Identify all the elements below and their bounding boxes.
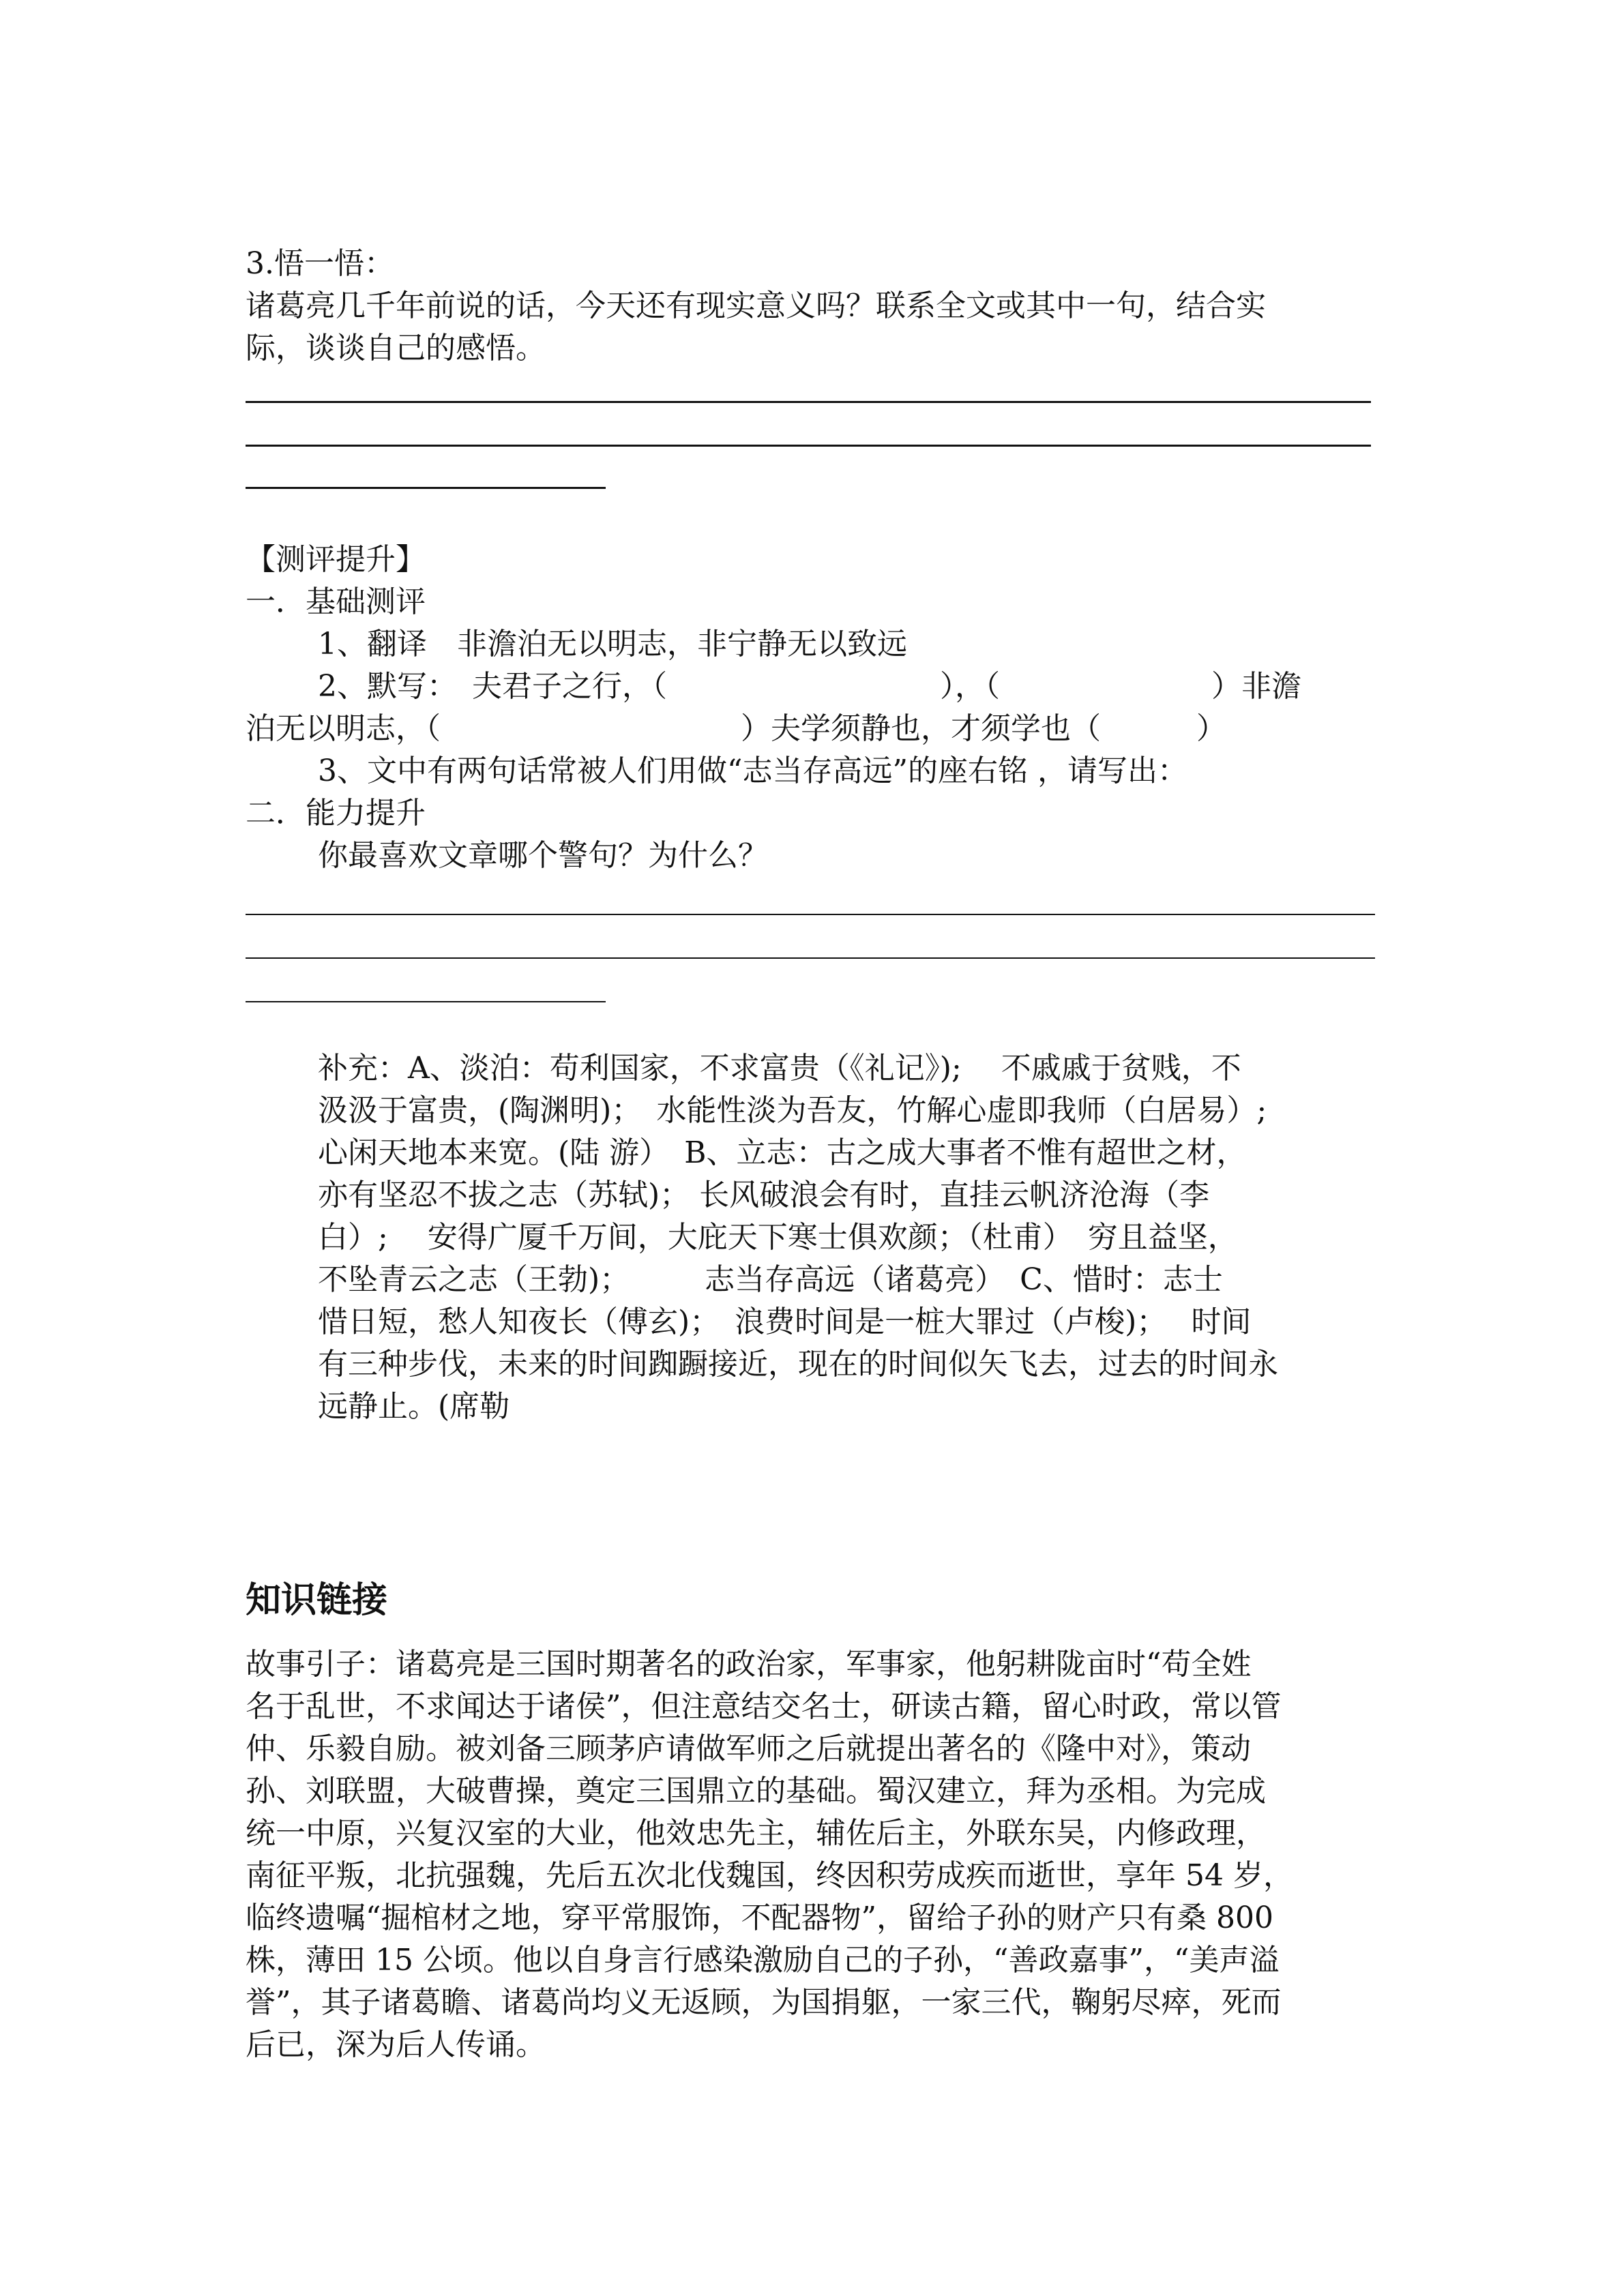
supplement-line-1: 补充：A、淡泊：苟利国家，不求富贵（《礼记》); 不戚戚于贫贱，不 — [318, 1051, 1241, 1086]
part-2-question-block — [318, 835, 1382, 877]
answer-line-1[interactable] — [246, 401, 1371, 403]
item-2-line-2-mid: ）夫学须静也，才须学也（ — [741, 711, 1101, 746]
supplement-line-9: 远静止。(席勒 — [318, 1389, 510, 1424]
item-3-block — [318, 750, 1382, 792]
fill-blank-4[interactable] — [1101, 738, 1196, 739]
part-1-title: 一．基础测评 — [246, 584, 426, 619]
item-3: 3、文中有两句话常被人们用做“志当存高远”的座右铭 ，请写出： — [318, 754, 1187, 788]
supplement-line-7: 惜日短，愁人知夜长（傅玄)； 浪费时间是一桩大罪过（卢梭)； 时间 — [318, 1304, 1252, 1339]
story-line-1: 故事引子：诸葛亮是三国时期著名的政治家，军事家，他躬耕陇亩时“苟全姓 — [246, 1647, 1252, 1682]
section-3-title: 3.悟一悟： — [246, 246, 394, 281]
story-block — [246, 1643, 1378, 2066]
item-2-line-1 — [318, 666, 1382, 708]
section-3-question-line-2: 际，谈谈自己的感悟。 — [246, 331, 546, 366]
story-line-6: 南征平叛，北抗强魏，先后五次北伐魏国，终因积劳成疾而逝世，享年 54 岁， — [246, 1858, 1293, 1893]
supplement-line-2: 汲汲于富贵，(陶渊明)； 水能性淡为吾友，竹解心虚即我师（白居易）; — [318, 1093, 1267, 1128]
supplement-line-4: 亦有坚忍不拔之志（苏轼)； 长风破浪会有时，直挂云帆济沧海（李 — [318, 1178, 1210, 1212]
story-line-2: 名于乱世，不求闻达于诸侯”，但注意结交名士，研读古籍，留心时政，常以管 — [246, 1689, 1282, 1724]
item-2-line-2-prefix: 泊无以明志，（ — [246, 711, 441, 746]
story-line-4: 孙、刘联盟，大破曹操，奠定三国鼎立的基础。蜀汉建立，拜为丞相。为完成 — [246, 1774, 1266, 1808]
assessment-header: 【测评提升】 — [246, 542, 426, 577]
part-2-block — [246, 792, 1378, 835]
answer-line-5[interactable] — [246, 957, 1375, 959]
item-2-line-2 — [246, 708, 1378, 750]
story-line-5: 统一中原，兴复汉室的大业，他效忠先主，辅佐后主，外联东吴，内修政理， — [246, 1816, 1266, 1851]
answer-line-6[interactable] — [246, 1001, 606, 1002]
section-3-question-line-1: 诸葛亮几千年前说的话，今天还有现实意义吗？联系全文或其中一句，结合实 — [246, 288, 1266, 323]
story-line-9: 誉”，其子诸葛瞻、诸葛尚均义无返顾，为国捐躯，一家三代，鞠躬尽瘁，死而 — [246, 1985, 1282, 2020]
item-2-line-2-suffix: ） — [1196, 711, 1226, 746]
basic-assessment-items — [318, 623, 1382, 708]
item-1-translate: 1、翻译 非澹泊无以明志，非宁静无以致远 — [318, 627, 907, 661]
supplement-line-6: 不坠青云之志（王勃)； 志当存高远（诸葛亮） C、惜时：志士 — [318, 1262, 1223, 1297]
supplement-line-5: 白）; 安得广厦千万间，大庇天下寒士俱欢颜；（杜甫） 穷且益坚， — [318, 1220, 1238, 1255]
answer-line-4[interactable] — [246, 914, 1375, 915]
fill-blank-3[interactable] — [441, 738, 741, 739]
story-line-8: 株，薄田 15 公顷。他以自身言行感染激励自己的子孙，“善政嘉事”，“美声溢 — [246, 1943, 1280, 1978]
part-2-question: 你最喜欢文章哪个警句？为什么？ — [318, 838, 768, 873]
part-2-title: 二．能力提升 — [246, 796, 426, 831]
supplement-line-8: 有三种步伐，未来的时间踟蹰接近，现在的时间似矢飞去，过去的时间永 — [318, 1347, 1278, 1382]
story-line-7: 临终遗嘱“掘棺材之地，穿平常服饰，不配器物”，留给子孙的财产只有桑 800 — [246, 1900, 1273, 1935]
item-2-prefix: 2、默写： 夫君子之行，（ — [318, 669, 667, 704]
item-2-suffix: ）非澹 — [1211, 669, 1301, 704]
section-3 — [246, 243, 1378, 370]
story-line-3: 仲、乐毅自励。被刘备三顾茅庐请做军师之后就提出著名的《隆中对》，策动 — [246, 1731, 1251, 1766]
supplement-block — [318, 1047, 1368, 1428]
answer-line-3[interactable] — [246, 487, 606, 489]
assessment-section — [246, 539, 1378, 623]
item-2-mid: ），（ — [940, 669, 1000, 704]
supplement-line-3: 心闲天地本来宽。(陆 游） B、立志：古之成大事者不惟有超世之材， — [318, 1135, 1247, 1170]
answer-line-2[interactable] — [246, 445, 1371, 447]
knowledge-heading: 知识链接 — [246, 1580, 388, 1621]
story-line-10: 后已，深为后人传诵。 — [246, 2027, 546, 2062]
